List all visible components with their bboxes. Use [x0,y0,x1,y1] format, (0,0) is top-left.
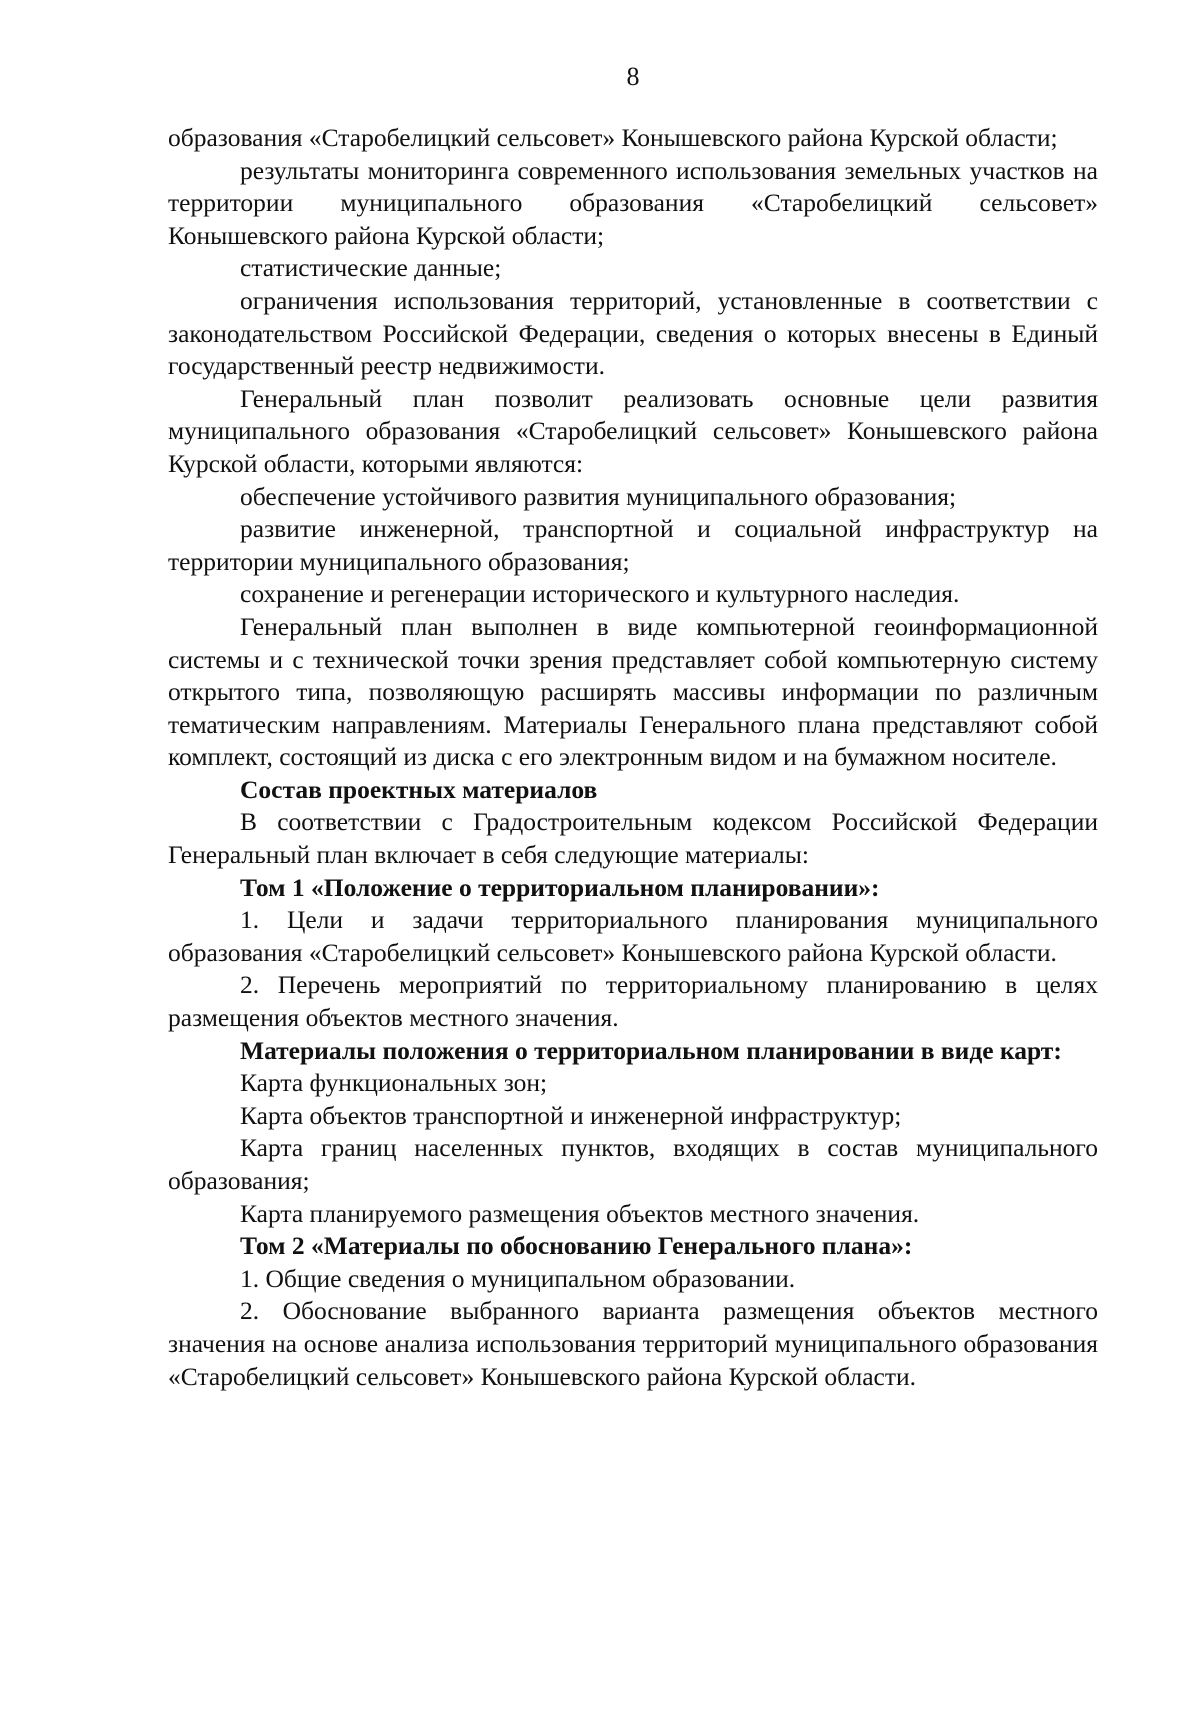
paragraph: образования «Старобелицкий сельсовет» Конышевского района Курской области; [168,123,1058,152]
volume-heading: Том 1 «Положение о территориальном планировании»: [240,872,880,902]
list-item: 1. Цели и задачи территориального планирования муниципального образования «Старобелицкий сельсовет» Конышевского района Курской области. [168,905,1098,967]
list-item: 2. Обоснование выбранного варианта размещения объектов местного значения на основе анализа использования территорий муниципального образования «Старобелицкий сельсовет» Конышевского района Курской области. [168,1296,1098,1391]
list-item: Карта объектов транспортной и инженерной инфраструктур; [240,1100,902,1130]
paragraph: В соответствии с Градостроительным кодексом Российской Федерации Генеральный план включает в себя следующие материалы: [168,807,1098,870]
list-item: 2. Перечень мероприятий по территориальному планированию в целях размещения объектов местного значения. [168,970,1098,1033]
list-item: Карта функциональных зон; [240,1068,548,1098]
page-number: 8 [626,62,640,91]
list-item: Карта границ населенных пунктов, входящих в состав муниципального образования; [168,1133,1098,1195]
paragraph: результаты мониторинга современного использования земельных участков на территории муниципального образования «Старобелицкий сельсовет» Конышевского района Курской области; [168,155,1098,250]
list-item: развитие инженерной, транспортной и социальной инфраструктур на территории муниципального образования; [168,514,1098,576]
list-item: обеспечение устойчивого развития муниципального образования; [240,481,957,511]
section-heading: Состав проектных материалов [240,774,598,804]
subsection-heading: Материалы положения о территориальном планировании в виде карт: [240,1035,1062,1065]
paragraph: статистические данные; [240,253,502,283]
list-item: 1. Общие сведения о муниципальном образовании. [240,1263,796,1293]
paragraph: Генеральный план позволит реализовать основные цели развития муниципального образования «Старобелицкий сельсовет» Конышевского района Курской области, которыми являются: [168,383,1098,478]
paragraph: ограничения использования территорий, установленные в соответствии с законодательством Российской Федерации, сведения о которых внесены в Единый государственный реестр недвижимости. [168,285,1098,381]
document-body [168,122,1098,1393]
list-item: Карта планируемого размещения объектов местного значения. [240,1198,920,1228]
paragraph: Генеральный план выполнен в виде компьютерной геоинформационной системы и с технической точки зрения представляет собой компьютерную систему открытого типа, позволяющую расширять массивы информации по различным тематическим направлениям. Материалы Генерального плана представляют собой комплект, состоящий из диска с его электронным видом и на бумажном носителе. [168,611,1098,772]
volume-heading: Том 2 «Материалы по обоснованию Генерального плана»: [240,1231,913,1261]
list-item: сохранение и регенерации исторического и культурного наследия. [240,579,960,609]
